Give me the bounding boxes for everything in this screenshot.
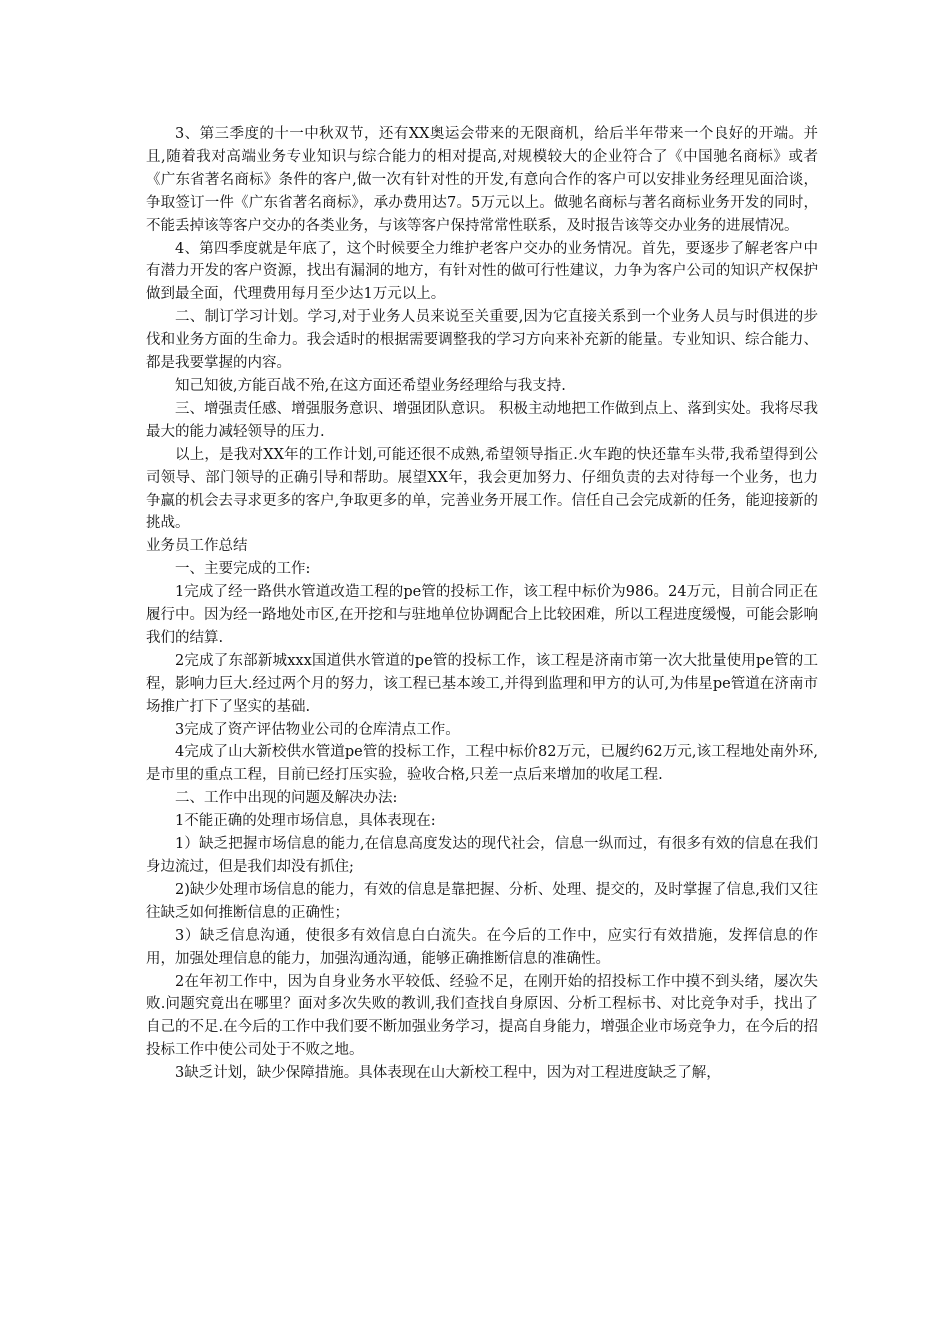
paragraph: 2完成了东部新城xxx国道供水管道的pe管的投标工作，该工程是济南市第一次大批量使用pe管的工程，影响力巨大.经过两个月的努力，该工程已基本竣工,并得到监理和甲方的认可,为伟星pe管道在济南市场推广打下了坚实的基础.: [146, 652, 818, 715]
paragraph: 3）缺乏信息沟通，使很多有效信息白白流失。在今后的工作中，应实行有效措施，发挥信息的作用，加强处理信息的能力，加强沟通沟通，能够正确推断信息的准确性。: [146, 927, 818, 967]
paragraph: 1）缺乏把握市场信息的能力,在信息高度发达的现代社会，信息一纵而过，有很多有效的信息在我们身边流过，但是我们却没有抓住;: [146, 836, 818, 875]
paragraph: 3、第三季度的十一中秋双节，还有XX奥运会带来的无限商机，给后半年带来一个良好的开端。并且,随着我对高端业务专业知识与综合能力的相对提高,对规模较大的企业符合了《中国驰名商标》或者《广东省著名商标》条件的客户,做一次有针对性的开发,有意向合作的客户可以安排业务经理见面洽谈，争取签订一件《广东省著名商标》，承办费用达7。5万元以上。做驰名商标与著名商标业务开发的同时，不能丢掉该等客户交办的各类业务，与该等客户保持常常性联系，及时报告该等交办业务的进展情况。: [146, 126, 818, 234]
paragraph: 3完成了资产评估物业公司的仓库清点工作。: [175, 721, 460, 738]
paragraph: 2)缺少处理市场信息的能力，有效的信息是靠把握、分析、处理、提交的，及时掌握了信息,我们又往往缺乏如何推断信息的正确性；: [146, 881, 818, 921]
paragraph: 三、增强责任感、增强服务意识、增强团队意识。 积极主动地把工作做到点上、落到实处。我将尽我最大的能力减轻领导的压力.: [146, 400, 818, 440]
paragraph: 4、第四季度就是年底了，这个时候要全力维护老客户交办的业务情况。首先，要逐步了解老客户中有潜力开发的客户资源，找出有漏洞的地方，有针对性的做可行性建议，力争为客户公司的知识产权保护做到最全面，代理费用每月至少达1万元以上。: [146, 240, 818, 303]
paragraph: 二、制订学习计划。学习,对于业务人员来说至关重要,因为它直接关系到一个业务人员与时俱进的步伐和业务方面的生命力。我会适时的根据需要调整我的学习方向来补充新的能量。专业知识、综合能力、都是我要掌握的内容。: [146, 309, 818, 372]
paragraph: 知己知彼,方能百战不殆,在这方面还希望业务经理给与我支持.: [175, 377, 566, 394]
paragraph: 1完成了经一路供水管道改造工程的pe管的投标工作，该工程中标价为986。24万元，目前合同正在履行中。因为经一路地处市区,在开挖和与驻地单位协调配合上比较困难，所以工程进度缓慢，可能会影响我们的结算.: [146, 584, 818, 646]
paragraph: 1不能正确的处理市场信息，具体表现在:: [175, 813, 436, 830]
paragraph: 2在年初工作中，因为自身业务水平较低、经验不足，在刚开始的招投标工作中摸不到头绪，屡次失败.问题究竟出在哪里？面对多次失败的教训,我们查找自身原因、分析工程标书、对比竞争对手，找出了自己的不足.在今后的工作中我们要不断加强业务学习，提高自身能力，增强企业市场竞争力，在今后的招投标工作中使公司处于不败之地。: [146, 973, 818, 1059]
section-heading: 业务员工作总结: [146, 538, 248, 555]
paragraph: 一、主要完成的工作:: [175, 561, 311, 578]
paragraph: 以上，是我对XX年的工作计划,可能还很不成熟,希望领导指正.火车跑的快还靠车头带,我希望得到公司领导、部门领导的正确引导和帮助。展望XX年，我会更加努力、仔细负责的去对待每一个业务，也力争赢的机会去寻求更多的客户,争取更多的单，完善业务开展工作。信任自己会完成新的任务，能迎接新的挑战。: [146, 446, 818, 532]
paragraph: 4完成了山大新校供水管道pe管的投标工作，工程中标价82万元，已履约62万元,该工程地处南外环,是市里的重点工程，目前已经打压实验，验收合格,只差一点后来增加的收尾工程.: [146, 744, 818, 784]
paragraph: 二、工作中出现的问题及解决办法:: [175, 790, 398, 807]
document-body: [146, 123, 818, 1085]
paragraph: 3缺乏计划，缺少保障措施。具体表现在山大新校工程中，因为对工程进度缺乏了解，: [175, 1065, 721, 1082]
